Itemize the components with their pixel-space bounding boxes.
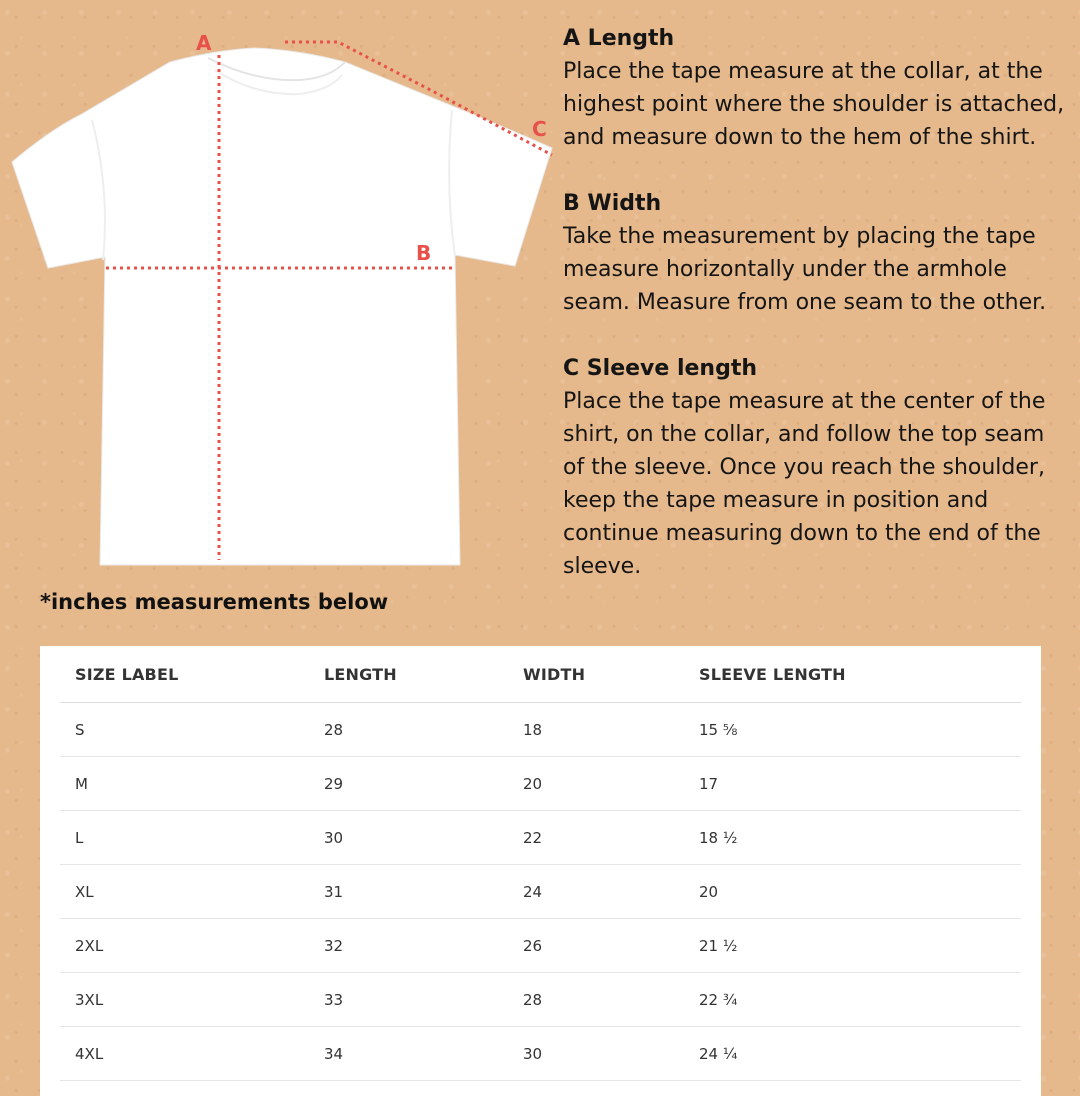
header-sleeve-length: SLEEVE LENGTH — [684, 646, 1021, 703]
marker-c: C — [532, 117, 547, 141]
guide-width-title: B Width — [563, 191, 662, 216]
guide-sleeve-text: Place the tape measure at the center of the shirt, on the collar, and follow the top seam of the sleeve. Once you reach the shoulder, keep the tape measure in position and continue measuring down to the end of the sleeve. — [563, 389, 1046, 579]
table-header-row — [60, 646, 1021, 703]
size-table — [60, 646, 1021, 1081]
header-length: LENGTH — [309, 646, 508, 703]
cell-size: 2XL — [60, 919, 309, 973]
cell-sleeve: 15 ⅝ — [684, 703, 1021, 757]
table-row — [60, 757, 1021, 811]
units-note: *inches measurements below — [40, 590, 389, 614]
cell-sleeve: 18 ½ — [684, 811, 1021, 865]
cell-length: 32 — [309, 919, 508, 973]
cell-width: 30 — [508, 1027, 684, 1081]
cell-length: 28 — [309, 703, 508, 757]
cell-size: M — [60, 757, 309, 811]
cell-length: 30 — [309, 811, 508, 865]
cell-length: 31 — [309, 865, 508, 919]
cell-size: S — [60, 703, 309, 757]
cell-length: 33 — [309, 973, 508, 1027]
cell-width: 26 — [508, 919, 684, 973]
cell-size: L — [60, 811, 309, 865]
table-row — [60, 865, 1021, 919]
cell-width: 22 — [508, 811, 684, 865]
guide-width-text: Take the measurement by placing the tape measure horizontally under the armhole seam. Measure from one seam to the other. — [563, 224, 1047, 315]
size-table-card — [40, 646, 1041, 1096]
cell-size: 3XL — [60, 973, 309, 1027]
cell-sleeve: 22 ¾ — [684, 973, 1021, 1027]
guide-width — [563, 187, 1068, 319]
marker-a: A — [196, 31, 212, 55]
measurement-guide — [563, 22, 1068, 616]
cell-size: XL — [60, 865, 309, 919]
table-row — [60, 919, 1021, 973]
cell-length: 34 — [309, 1027, 508, 1081]
cell-width: 24 — [508, 865, 684, 919]
cell-width: 20 — [508, 757, 684, 811]
cell-sleeve: 20 — [684, 865, 1021, 919]
header-size-label: SIZE LABEL — [60, 646, 309, 703]
table-row — [60, 1027, 1021, 1081]
cell-width: 28 — [508, 973, 684, 1027]
cell-size: 4XL — [60, 1027, 309, 1081]
cell-sleeve: 17 — [684, 757, 1021, 811]
guide-length-text: Place the tape measure at the collar, at the highest point where the shoulder is attached, and measure down to the hem of the shirt. — [563, 59, 1065, 150]
guide-sleeve-title: C Sleeve length — [563, 356, 758, 381]
guide-length-title: A Length — [563, 26, 675, 51]
guide-sleeve — [563, 352, 1068, 583]
table-row — [60, 703, 1021, 757]
cell-width: 18 — [508, 703, 684, 757]
tshirt-illustration — [0, 20, 560, 580]
table-row — [60, 973, 1021, 1027]
cell-length: 29 — [309, 757, 508, 811]
cell-sleeve: 24 ¼ — [684, 1027, 1021, 1081]
guide-length — [563, 22, 1068, 154]
header-width: WIDTH — [508, 646, 684, 703]
marker-b: B — [416, 241, 432, 265]
table-row — [60, 811, 1021, 865]
tshirt-diagram — [0, 20, 560, 580]
cell-sleeve: 21 ½ — [684, 919, 1021, 973]
